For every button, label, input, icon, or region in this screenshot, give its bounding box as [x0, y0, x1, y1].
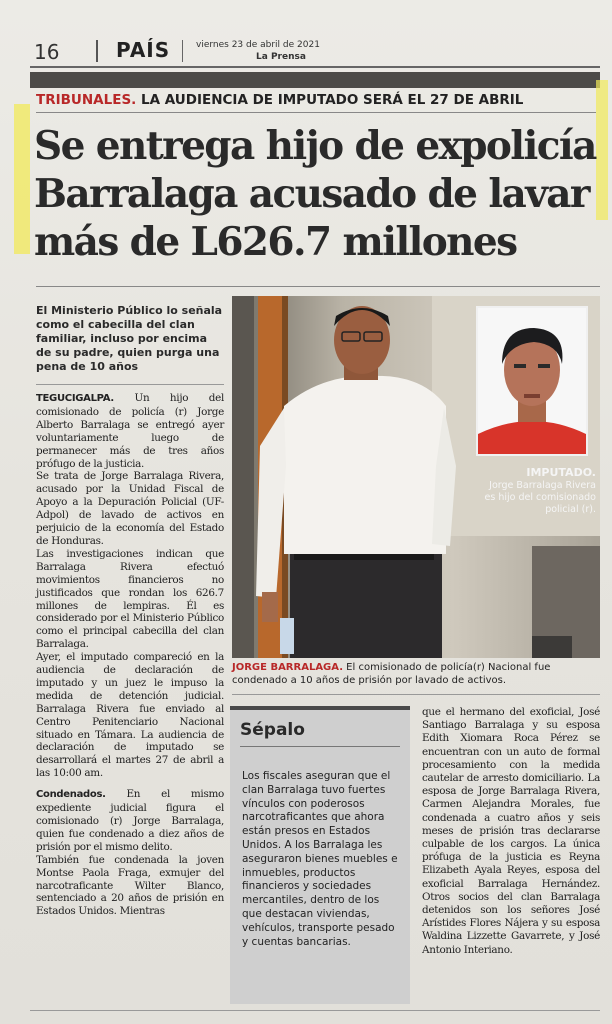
article-column-3 [422, 706, 600, 957]
subheadline-rule [36, 384, 224, 385]
sidebar-rule [240, 746, 400, 747]
headline: Se entrega hijo de expolicía Barralaga acusado de lavar más de L626.7 millones [34, 123, 596, 265]
paragraph-5-text: En el mismo expediente judicial figura el comisionado (r) Jorge Barralaga, quien fue condenado a diez años de prisión por el mismo delito. [36, 788, 224, 853]
paragraph-1 [36, 392, 224, 470]
sidebar-top-bar [230, 706, 410, 710]
kicker [36, 92, 523, 108]
masthead-rule [30, 66, 600, 68]
sidebar-box [230, 706, 410, 1004]
article-column-1 [36, 392, 224, 918]
newspaper-name: La Prensa [256, 52, 306, 62]
subsection-lead: Condenados. [36, 789, 106, 801]
caption-tag: JORGE BARRALAGA. [232, 662, 343, 673]
masthead-divider-thin [182, 40, 183, 62]
page-number: 16 [34, 40, 60, 64]
paragraph-1-text: Un hijo del comisionado de policía (r) Jorge Alberto Barralaga se entregó ayer voluntariamente luego de permanecer más de tres años prófugo de la justicia. [36, 392, 224, 470]
inset-caption-title: IMPUTADO. [526, 466, 596, 479]
section-bar [30, 72, 600, 88]
issue-date: viernes 23 de abril de 2021 [196, 40, 320, 50]
kicker-text: LA AUDIENCIA DE IMPUTADO SERÁ EL 27 DE ABRIL [141, 92, 524, 108]
paragraph-6: También fue condenada la joven Montse Paola Fraga, exmujer del narcotraficante Wilter Blanco, sentenciado a 20 años de prisión en Estados Unidos. Mientras [36, 853, 224, 918]
inset-caption-text: Jorge Barralaga Rivera es hijo del comisionado policial (r). [484, 480, 596, 515]
subheadline: El Ministerio Público lo señala como el cabecilla del clan familiar, incluso por encima de su padre, quien purga una pena de 10 años [36, 304, 223, 373]
caption-rule [232, 694, 600, 695]
caption-text: El comisionado de policía(r) Nacional fue condenado a 10 años de prisión por lavado de activos. [232, 662, 551, 686]
photo-caption [232, 662, 600, 687]
paragraph-3: Las investigaciones indican que Barralaga Rivera efectuó movimientos financieros no justificados que rondan los 626.7 millones de lempiras. Él es considerado por el Ministerio Público como el principal cabecilla del clan Barralaga. [36, 547, 224, 651]
masthead [30, 38, 602, 64]
sidebar-title: Sépalo [240, 720, 305, 740]
section-name: PAÍS [116, 38, 171, 62]
headline-rule [36, 286, 600, 287]
inset-portrait [478, 308, 586, 454]
inset-photo [476, 306, 588, 456]
inset-caption [480, 466, 596, 516]
sidebar-body: Los fiscales aseguran que el clan Barralaga tuvo fuertes vínculos con poderosos narcotraficantes que ahora están presos en Estados Unidos. A los Barralaga les aseguraron bienes muebles e inmuebles, productos financieros y sociedades mercantiles, dentro de los que destacan viviendas, vehículos, transporte pesado y cuentas bancarias. [242, 770, 398, 948]
highlighter-mark-left [14, 104, 30, 254]
paragraph-7: que el hermano del exoficial, José Santiago Barralaga y su esposa Edith Xiomara Roca Pérez se encuentran con un auto de formal procesamiento con la medida cautelar de arresto domiciliario. La esposa de Jorge Barralaga Rivera, Carmen Alejandra Morales, fue condenada a cuatro años y seis meses de prisión tras declararse culpable de los cargos. La única prófuga de la justicia es Reyna Elizabeth Ayala Reyes, esposa del exoficial Barralaga Hernández. Otros socios del clan Barralaga detenidos son los señores José Arístides Flores Nájera y su esposa Waldina Lizzette Gavarrete, y José Antonio Interiano. [422, 706, 600, 956]
kicker-rule [36, 112, 596, 113]
bottom-rule [30, 1010, 600, 1011]
dateline: TEGUCIGALPA. [36, 393, 114, 404]
kicker-tag: TRIBUNALES. [36, 92, 137, 108]
paragraph-2: Se trata de Jorge Barralaga Rivera, acusado por la Unidad Fiscal de Apoyo a la Depuración Policial (UF-Adpol) de lavado de activos en perjuicio de la economía del Estado de Honduras. [36, 470, 224, 547]
paragraph-4: Ayer, el imputado compareció en la audiencia de declaración de imputado y un juez le impuso la medida de detención judicial. Barralaga Rivera fue enviado al Centro Penitenciario Nacional situado en Támara. La audiencia de declaración de imputado se desarrollará el martes 27 de abril a las 10:00 am. [36, 651, 224, 780]
masthead-divider [96, 40, 98, 62]
paragraph-5 [36, 788, 224, 854]
